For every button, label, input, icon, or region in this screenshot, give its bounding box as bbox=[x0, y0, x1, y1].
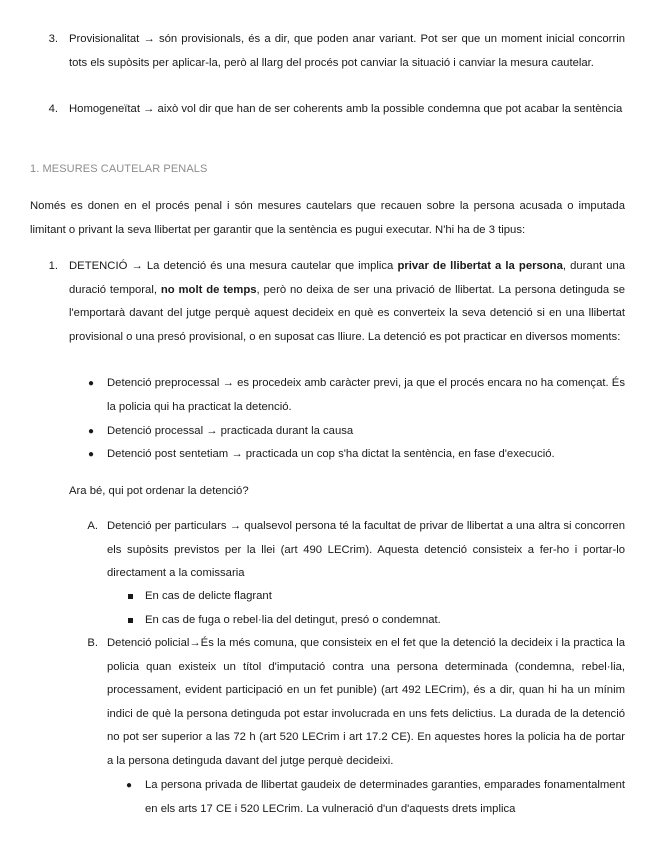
case-text: En cas de delicte flagrant bbox=[145, 590, 272, 602]
item-title: Homogeneïtat bbox=[69, 103, 140, 115]
arrow-icon: → bbox=[143, 103, 155, 115]
detencio-emphasis: no molt de temps bbox=[160, 283, 257, 296]
detencio-text: La detenció és una mesura cautelar que implica bbox=[146, 260, 394, 272]
section-heading: 1. MESURES CAUTELAR PENALS bbox=[30, 163, 208, 175]
arrow-icon: → bbox=[131, 260, 143, 272]
list-item-detencio bbox=[69, 255, 625, 349]
item-title: DETENCIÓ bbox=[69, 260, 128, 272]
item-text: això vol dir que han de ser coherents amb la possible condemna que pot acabar la sentència bbox=[157, 103, 623, 115]
arrow-icon: → bbox=[143, 33, 155, 45]
detencio-text: , durant una duració temporal, bbox=[69, 260, 626, 296]
list-number: 3. bbox=[48, 33, 58, 45]
bullet-icon: ● bbox=[126, 780, 133, 791]
list-number: 1. bbox=[48, 260, 58, 272]
list-item-case bbox=[145, 609, 625, 633]
list-number: 4. bbox=[48, 103, 58, 115]
type-text: Detenció per particulars → qualsevol persona té la facultat de privar de llibertat a una altra si concorren els supòsits previstos per la llei (art 490 LECrim). Aquesta detenció consisteix a fer-ho i portar-lo directament a la comissaria bbox=[107, 520, 625, 580]
list-letter: A. bbox=[87, 520, 98, 532]
list-item-detencio-particulars bbox=[107, 515, 625, 586]
moment-text: Detenció post sentetiam → practicada un cop s'ha dictat la sentència, en fase d'execució. bbox=[107, 448, 555, 460]
question-line bbox=[69, 480, 625, 504]
list-item-moment bbox=[107, 420, 625, 444]
bullet-icon: ● bbox=[88, 449, 95, 460]
rights-text: La persona privada de llibertat gaudeix de determinades garanties, emparades fonamentalment en els arts 17 CE i 520 LECrim. La vulneració d'un d'aquests drets implica bbox=[145, 779, 625, 815]
question-text: Ara bé, qui pot ordenar la detenció? bbox=[69, 485, 249, 497]
bullet-icon: ● bbox=[88, 426, 95, 437]
square-bullet-icon bbox=[128, 618, 133, 623]
list-item-detencio-policial bbox=[107, 632, 625, 774]
detencio-text: , però no deixa de ser una privació de llibertat. La persona detinguda se l'emportarà davant del jutge perquè aquest decideix en què es converteix la seva detenció si en una llibertat provisional o una presó provisional, o en suposat cas lliure. La detenció es pot practicar en diversos moments: bbox=[69, 283, 625, 343]
list-item-homogeneitat bbox=[69, 98, 625, 122]
item-text: són provisionals, és a dir, que poden anar variant. Pot ser que un moment inicial concorrin tots els supòsits per aplicar-la, però al llarg del procés pot canviar la situació i canviar la mesura cautelar. bbox=[69, 33, 626, 69]
square-bullet-icon bbox=[128, 594, 133, 599]
bullet-icon: ● bbox=[88, 378, 95, 389]
type-text: Detenció policial→És la més comuna, que consisteix en el fet que la detenció la decideix i la practica la policia quan existeix un títol d'imputació contra una persona determinada (condemna, rebel·lia, processament, evident participació en un fet punible) (art 492 LECrim), és a dir, quan hi ha un mínim indici de què la persona detinguda pot estar involucrada en uns fets delictius. La durada de la detenció no pot ser superior a las 72 h (art 520 LECrim i art 17.2 CE). En aquestes hores la policia ha de portar a la persona detinguda davant del jutge perquè decideixi. bbox=[107, 637, 625, 767]
list-letter: B. bbox=[87, 637, 98, 649]
case-text: En cas de fuga o rebel·lia del detingut, presó o condemnat. bbox=[145, 614, 441, 626]
intro-paragraph bbox=[30, 195, 625, 242]
list-item-provisionalitat bbox=[69, 28, 625, 75]
list-item-moment bbox=[107, 443, 625, 467]
moment-text: Detenció preprocessal → es procedeix amb caràcter previ, ja que el procés encara no ha començat. És la policia qui ha practicat la detenció. bbox=[107, 377, 625, 413]
list-item-moment bbox=[107, 372, 625, 419]
item-title: Provisionalitat bbox=[69, 33, 140, 45]
list-item-case bbox=[145, 585, 625, 609]
detencio-emphasis: privar de llibertat a la persona bbox=[397, 260, 563, 272]
moment-text: Detenció processal → practicada durant la causa bbox=[107, 425, 354, 437]
list-item-garanties bbox=[145, 774, 625, 821]
intro-text: Només es donen en el procés penal i són mesures cautelars que recauen sobre la persona acusada o imputada limitant o privant la seva llibertat per garantir que la sentència es pugui executar. N'hi ha de 3 tipus: bbox=[30, 200, 625, 236]
